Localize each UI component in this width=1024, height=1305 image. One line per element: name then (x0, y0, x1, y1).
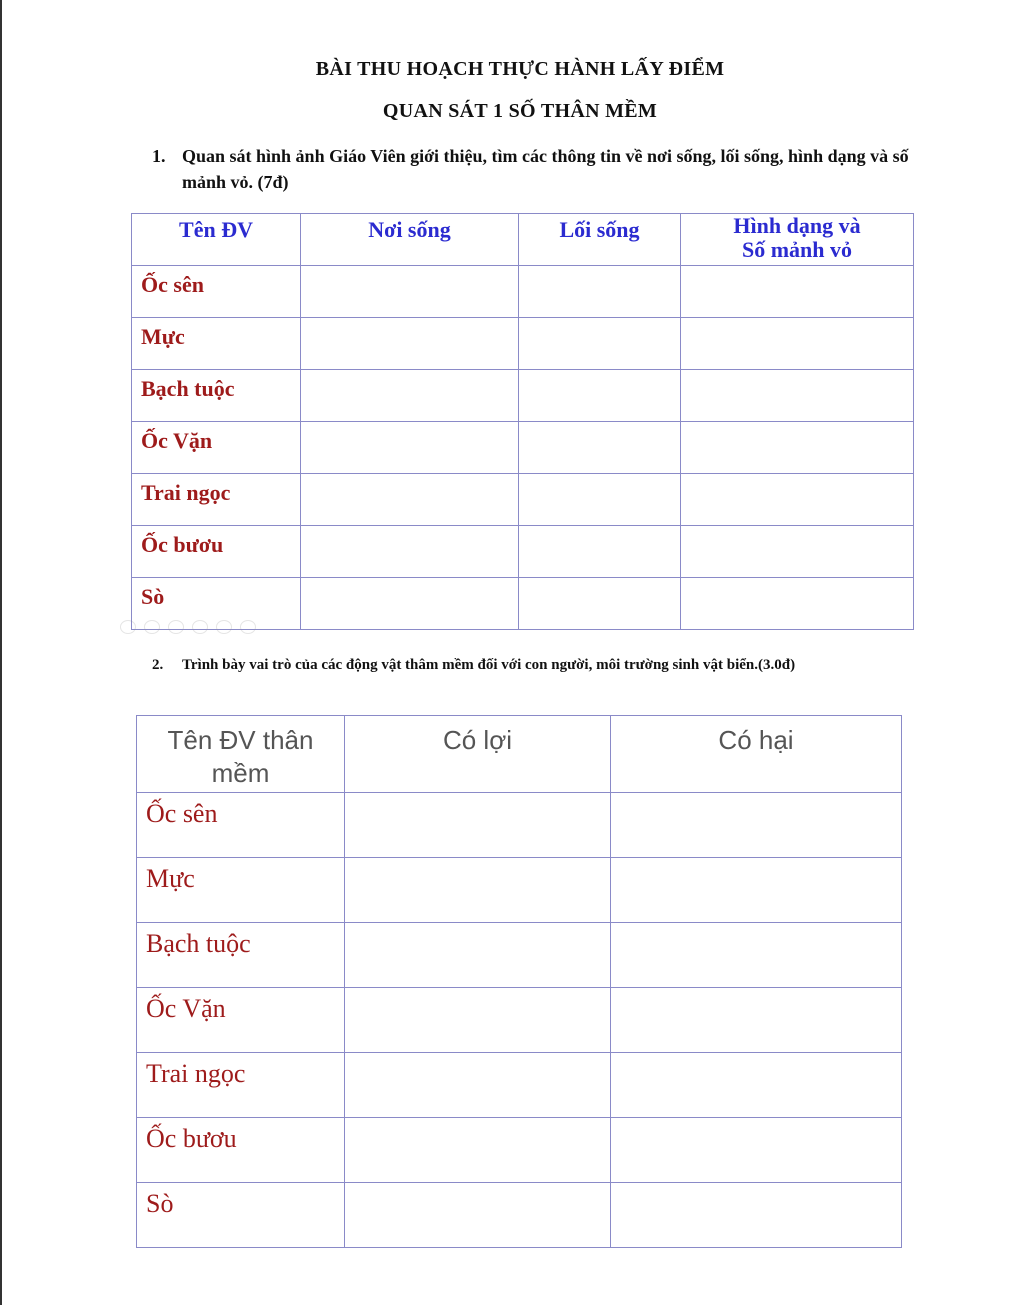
beneficial-cell[interactable] (345, 1118, 611, 1183)
watermark-dot (144, 620, 160, 634)
row-name: Sò (137, 1183, 345, 1248)
table-row (132, 474, 914, 526)
table-row (137, 1183, 902, 1248)
lifestyle-cell[interactable] (519, 266, 681, 318)
shape-cell[interactable] (681, 370, 914, 422)
lifestyle-cell[interactable] (519, 370, 681, 422)
beneficial-cell[interactable] (345, 1183, 611, 1248)
header-harmful: Có hại (611, 716, 902, 793)
shape-cell[interactable] (681, 526, 914, 578)
watermark-dot (120, 620, 136, 634)
row-name: Mực (137, 858, 345, 923)
shape-cell[interactable] (681, 318, 914, 370)
header-mollusc-name (137, 716, 345, 793)
row-name: Trai ngọc (137, 1053, 345, 1118)
document-title: BÀI THU HOẠCH THỰC HÀNH LẤY ĐIỂM (315, 58, 725, 80)
header-lifestyle: Lối sống (519, 214, 681, 266)
row-name: Ốc Vặn (132, 422, 301, 474)
beneficial-cell[interactable] (345, 988, 611, 1053)
table-row (137, 988, 902, 1053)
beneficial-cell[interactable] (345, 1053, 611, 1118)
habitat-cell[interactable] (301, 370, 519, 422)
beneficial-cell[interactable] (345, 793, 611, 858)
question-2-text: Trình bày vai trò của các động vật thâm mềm đối với con người, môi trường sinh vật biển.(3.0đ) (182, 657, 796, 673)
watermark-dot (216, 620, 232, 634)
table-row (137, 923, 902, 988)
header-shape-shells (681, 214, 914, 266)
lifestyle-cell[interactable] (519, 526, 681, 578)
row-name: Sò (132, 578, 301, 630)
shape-cell[interactable] (681, 474, 914, 526)
table-row (137, 858, 902, 923)
row-name: Bạch tuộc (137, 923, 345, 988)
header-beneficial: Có lợi (345, 716, 611, 793)
header-shape-line1: Hình dạng và (733, 213, 861, 238)
table-row (132, 526, 914, 578)
habitat-cell[interactable] (301, 526, 519, 578)
harmful-cell[interactable] (611, 1053, 902, 1118)
lifestyle-cell[interactable] (519, 474, 681, 526)
lifestyle-cell[interactable] (519, 578, 681, 630)
shape-cell[interactable] (681, 422, 914, 474)
watermark-dot (168, 620, 184, 634)
harmful-cell[interactable] (611, 858, 902, 923)
question-1-number: 1. (152, 146, 166, 166)
watermark-dot (240, 620, 256, 634)
table-row (132, 318, 914, 370)
habitat-cell[interactable] (301, 266, 519, 318)
table-row (137, 793, 902, 858)
lifestyle-cell[interactable] (519, 318, 681, 370)
harmful-cell[interactable] (611, 793, 902, 858)
row-name: Ốc bươu (137, 1118, 345, 1183)
row-name: Mực (132, 318, 301, 370)
beneficial-cell[interactable] (345, 858, 611, 923)
document-subtitle: QUAN SÁT 1 SỐ THÂN MỀM (382, 100, 658, 122)
shape-cell[interactable] (681, 578, 914, 630)
question-2-number: 2. (152, 657, 164, 673)
table-row (137, 1053, 902, 1118)
watermark-dot (192, 620, 208, 634)
row-name: Trai ngọc (132, 474, 301, 526)
shape-cell[interactable] (681, 266, 914, 318)
page-border (0, 0, 2, 1305)
beneficial-cell[interactable] (345, 923, 611, 988)
table-row (132, 422, 914, 474)
table-row (132, 266, 914, 318)
role-table (136, 715, 902, 1248)
header-habitat: Nơi sống (301, 214, 519, 266)
header-mollusc-line2: mềm (211, 758, 270, 788)
table-header-row (137, 716, 902, 793)
header-animal-name: Tên ĐV (132, 214, 301, 266)
row-name: Ốc sên (132, 266, 301, 318)
row-name: Ốc sên (137, 793, 345, 858)
header-mollusc-line1: Tên ĐV thân (167, 725, 314, 755)
header-shape-line2: Số mảnh vỏ (741, 237, 853, 262)
lifestyle-cell[interactable] (519, 422, 681, 474)
harmful-cell[interactable] (611, 988, 902, 1053)
harmful-cell[interactable] (611, 1183, 902, 1248)
table-row (137, 1118, 902, 1183)
table-row (132, 370, 914, 422)
habitat-cell[interactable] (301, 578, 519, 630)
row-name: Bạch tuộc (132, 370, 301, 422)
harmful-cell[interactable] (611, 1118, 902, 1183)
row-name: Ốc Vặn (137, 988, 345, 1053)
habitat-cell[interactable] (301, 474, 519, 526)
habitat-cell[interactable] (301, 318, 519, 370)
row-name: Ốc bươu (132, 526, 301, 578)
table-header-row (132, 214, 914, 266)
question-1-text: Quan sát hình ảnh Giáo Viên giới thiệu, tìm các thông tin về nơi sống, lối sống, hình dạng và số mảnh vỏ. (7đ) (182, 146, 909, 192)
harmful-cell[interactable] (611, 923, 902, 988)
habitat-table (131, 213, 914, 630)
habitat-cell[interactable] (301, 422, 519, 474)
faint-watermark (120, 620, 300, 634)
